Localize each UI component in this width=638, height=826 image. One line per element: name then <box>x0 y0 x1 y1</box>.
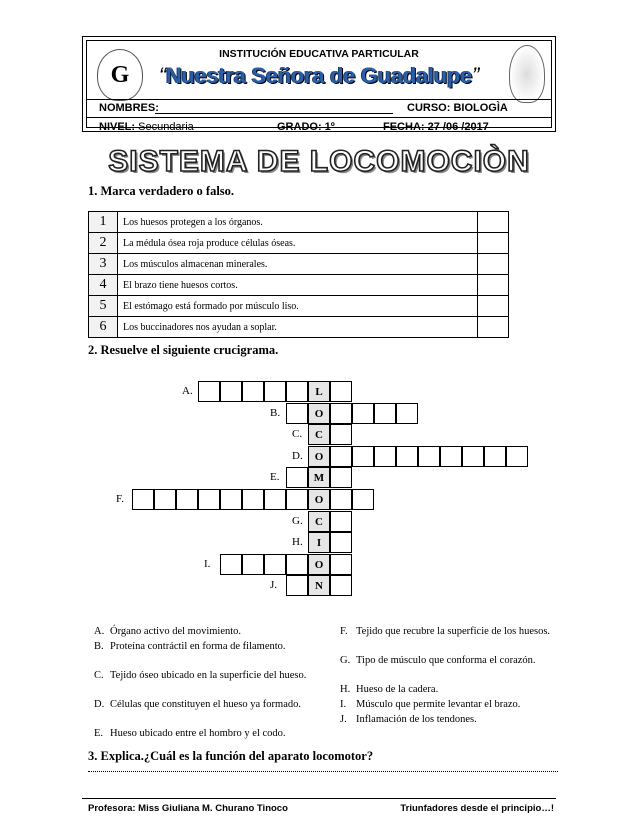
tf-answer-box[interactable] <box>478 296 509 317</box>
tf-statement: Los buccinadores nos ayudan a soplar. <box>118 317 478 338</box>
tf-answer-box[interactable] <box>478 317 509 338</box>
tf-row-number: 4 <box>89 275 118 296</box>
crossword-cell[interactable] <box>330 489 352 510</box>
crossword-cell[interactable] <box>176 489 198 510</box>
tf-row <box>89 233 509 254</box>
crossword-cell[interactable] <box>352 403 374 424</box>
answer-line[interactable] <box>88 771 558 772</box>
crossword-cell[interactable] <box>220 381 242 402</box>
tf-row-number: 3 <box>89 254 118 275</box>
crossword-cell[interactable] <box>330 424 352 445</box>
crossword-cell[interactable] <box>198 381 220 402</box>
clue-item: A. Órgano activo del movimiento. <box>94 626 242 637</box>
tf-row <box>89 254 509 275</box>
crossword-cell[interactable] <box>330 532 352 553</box>
crossword-cell[interactable] <box>330 381 352 402</box>
crossword-cell[interactable] <box>132 489 154 510</box>
crossword-cell[interactable] <box>198 489 220 510</box>
crossword-cell[interactable] <box>396 403 418 424</box>
nombres-field[interactable] <box>155 113 393 114</box>
true-false-table <box>88 211 509 338</box>
crossword-cell[interactable] <box>154 489 176 510</box>
nombres-label: NOMBRES: <box>99 102 159 114</box>
question-2-label: 2. Resuelve el siguiente crucigrama. <box>88 343 279 357</box>
crossword-row-label: F. <box>116 493 124 505</box>
tf-answer-box[interactable] <box>478 254 509 275</box>
tf-answer-box[interactable] <box>478 275 509 296</box>
crossword-cell[interactable] <box>418 446 440 467</box>
crossword-cell[interactable] <box>374 446 396 467</box>
crossword-cell[interactable] <box>220 554 242 575</box>
tf-row-number: 1 <box>89 212 118 233</box>
curso-field: CURSO: BIOLOGÌA <box>407 102 508 114</box>
crossword-cell[interactable] <box>264 489 286 510</box>
tf-statement: La médula ósea roja produce células óseas. <box>118 233 478 254</box>
tf-row <box>89 212 509 233</box>
clue-item: C. Tejido óseo ubicado en la superficie del hueso. <box>94 670 307 681</box>
crossword-cell[interactable] <box>242 554 264 575</box>
fecha-field: FECHA: 27 /06 /2017 <box>383 121 489 133</box>
crossword-cell[interactable] <box>330 554 352 575</box>
tf-row <box>89 275 509 296</box>
header-divider <box>87 99 551 100</box>
tf-statement: Los músculos almacenan minerales. <box>118 254 478 275</box>
footer-divider <box>82 798 556 799</box>
clue-item: F. Tejido que recubre la superficie de los huesos. <box>340 626 551 637</box>
crossword-cell[interactable] <box>352 446 374 467</box>
crossword-key-cell: O <box>308 489 330 510</box>
clue-item: E. Hueso ubicado entre el hombro y el codo. <box>94 728 286 739</box>
crossword-key-cell: I <box>308 532 330 553</box>
clue-item: I. Músculo que permite levantar el brazo. <box>340 699 521 710</box>
teacher-name: Profesora: Miss Giuliana M. Churano Tinoco <box>88 803 288 814</box>
crossword-key-cell: M <box>308 467 330 488</box>
tf-statement: El brazo tiene huesos cortos. <box>118 275 478 296</box>
crossword-cell[interactable] <box>264 554 286 575</box>
crossword-cell[interactable] <box>462 446 484 467</box>
motto: Triunfadores desde el principio…! <box>400 803 554 814</box>
crossword-cell[interactable] <box>286 554 308 575</box>
crossword-cell[interactable] <box>374 403 396 424</box>
tf-row-number: 5 <box>89 296 118 317</box>
crossword-key-cell: O <box>308 403 330 424</box>
tf-statement: Los huesos protegen a los órganos. <box>118 212 478 233</box>
crossword-cell[interactable] <box>220 489 242 510</box>
tf-row <box>89 317 509 338</box>
institution-label: INSTITUCIÓN EDUCATIVA PARTICULAR <box>219 48 419 60</box>
crossword-key-cell: O <box>308 446 330 467</box>
crossword-row-label: G. <box>292 514 303 527</box>
crossword-cell[interactable] <box>286 403 308 424</box>
question-1-label: 1. Marca verdadero o falso. <box>88 184 235 198</box>
crossword-cell[interactable] <box>396 446 418 467</box>
crossword-row-label: I. <box>204 557 211 570</box>
crossword-key-cell: N <box>308 575 330 596</box>
tf-answer-box[interactable] <box>478 212 509 233</box>
crossword-cell[interactable] <box>330 446 352 467</box>
crossword-cell[interactable] <box>330 403 352 424</box>
tf-answer-box[interactable] <box>478 233 509 254</box>
crossword-key-cell: O <box>308 554 330 575</box>
crossword-row-label: C. <box>292 428 303 441</box>
crossword-cell[interactable] <box>286 381 308 402</box>
crossword-cell[interactable] <box>264 381 286 402</box>
crossword-cell[interactable] <box>484 446 506 467</box>
clue-item: D. Células que constituyen el hueso ya formado. <box>94 699 301 710</box>
clue-item: H. Hueso de la cadera. <box>340 684 439 695</box>
tf-row <box>89 296 509 317</box>
crossword-cell[interactable] <box>242 381 264 402</box>
tf-row-number: 6 <box>89 317 118 338</box>
crossword-cell[interactable] <box>286 467 308 488</box>
crossword-key-cell: C <box>308 511 330 532</box>
crossword-cell[interactable] <box>242 489 264 510</box>
crossword-cell[interactable] <box>286 489 308 510</box>
clue-item: J. Inflamación de los tendones. <box>340 714 477 725</box>
crossword-row-label: D. <box>292 449 303 462</box>
grado-field: GRADO: 1º <box>277 121 335 133</box>
nivel-field: NIVEL: Secundaria <box>99 121 194 133</box>
crossword-cell[interactable] <box>330 575 352 596</box>
crossword-cell[interactable] <box>330 467 352 488</box>
question-3-label: 3. Explica.¿Cuál es la función del aparato locomotor? <box>88 749 374 763</box>
school-name: “Nuestra Señora de Guadalupe” <box>158 63 480 88</box>
crossword-cell[interactable] <box>352 489 374 510</box>
crossword-row-label: J. <box>270 579 278 592</box>
tf-row-number: 2 <box>89 233 118 254</box>
tf-statement: El estómago está formado por músculo liso. <box>118 296 478 317</box>
crossword-row-label: A. <box>182 385 193 397</box>
crossword-row-label: B. <box>270 406 281 419</box>
crossword-cell[interactable] <box>330 511 352 532</box>
crossword-cell[interactable] <box>440 446 462 467</box>
crossword-key-cell: L <box>308 381 330 402</box>
clue-item: G. Tipo de músculo que conforma el corazón. <box>340 655 536 666</box>
crossword-key-cell: C <box>308 424 330 445</box>
crossword-row-label: E. <box>270 471 280 484</box>
clue-item: B. Proteína contráctil en forma de filamento. <box>94 641 286 652</box>
school-logo: G <box>97 49 143 101</box>
crossword-row-label: H. <box>292 536 303 549</box>
school-header <box>82 36 556 132</box>
worksheet-title: SISTEMA DE LOCOMOCIÒN <box>108 145 530 178</box>
header-divider <box>87 117 551 118</box>
crossword-cell[interactable] <box>506 446 528 467</box>
crossword-cell[interactable] <box>286 575 308 596</box>
